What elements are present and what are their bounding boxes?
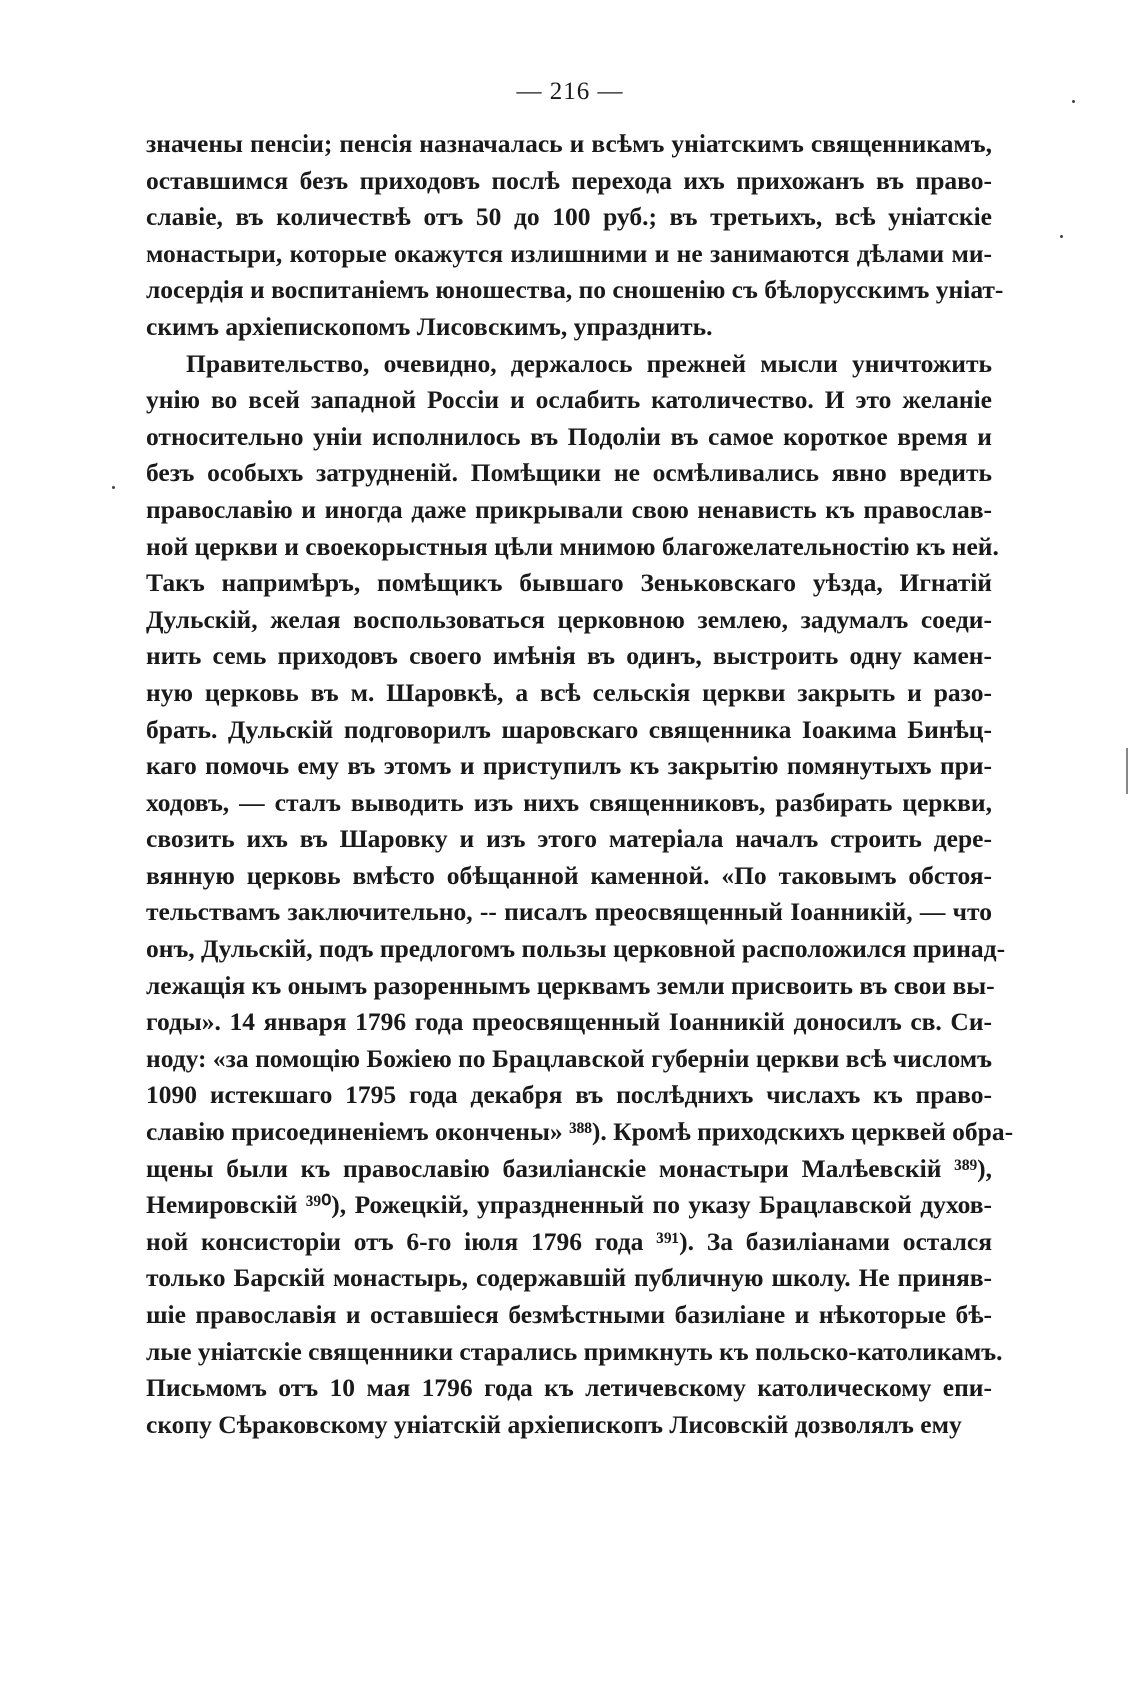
text-line: ную церковь въ м. Шаровкѣ, а всѣ сельскія церкви закрыть и разо- [146, 677, 992, 707]
text-line: ходовъ, — сталъ выводить изъ нихъ священниковъ, разбирать церкви, [146, 787, 992, 817]
text-line: ноду: «за помощію Божіею по Брацлавской губерніи церкви всѣ числомъ [146, 1043, 992, 1073]
text-line: щены были къ православію базиліанскіе монастыри Малѣевскій ³⁸⁹), [146, 1153, 992, 1183]
text-line: Дульскій, желая воспользоваться церковною землею, задумалъ соеди- [146, 604, 992, 634]
text-line: монастыри, которые окажутся излишними и не занимаются дѣлами ми- [146, 238, 992, 268]
text-line: славію присоединеніемъ окончены» ³⁸⁸). Кромѣ приходскихъ церквей обра- [146, 1117, 1014, 1147]
text-line: лосердія и воспитаніемъ юношества, по сношенію съ бѣлорусскимъ уніат- [146, 275, 1004, 305]
margin-speck [1072, 100, 1075, 103]
text-line: 1090 истекшаго 1795 года декабря въ послѣднихъ числахъ къ право- [146, 1080, 992, 1110]
text-line: ной церкви и своекорыстныя цѣли мнимою благожелательностію къ ней. [146, 531, 999, 561]
text-line: онъ, Дульскій, подъ предлогомъ пользы церковной расположился принад- [146, 934, 1006, 964]
text-line: относительно уніи исполнилось въ Подоліи въ самое короткое время и [146, 421, 992, 451]
margin-speck [1060, 235, 1063, 238]
text-line: тельствамъ заключительно, -- писалъ преосвященный Іоанникій, — что [146, 897, 992, 927]
text-line: ной консисторіи отъ 6-го іюля 1796 года ³⁹¹). За базиліанами остался [146, 1226, 992, 1256]
text-line: лые уніатскіе священники старались примкнуть къ польско-католикамъ. [146, 1336, 1003, 1366]
scan-edge-mark [1126, 748, 1128, 794]
text-line: только Барскій монастырь, содержавшій публичную школу. Не приняв- [146, 1263, 992, 1293]
text-line: нить семь приходовъ своего имѣнія въ одинъ, выстроить одну камен- [146, 641, 992, 671]
margin-speck [112, 486, 115, 489]
text-line: шіе православія и оставшіеся безмѣстными базиліане и нѣкоторые бѣ- [146, 1300, 992, 1329]
text-line: оставшимся безъ приходовъ послѣ перехода ихъ прихожанъ въ право- [146, 165, 992, 195]
text-line: вянную церковь вмѣсто обѣщанной каменной. «По таковымъ обстоя- [146, 860, 992, 890]
text-line: скимъ архіепископомъ Лисовскимъ, упразднить. [146, 311, 713, 341]
text-line: значены пенсіи; пенсія назначалась и всѣмъ уніатскимъ священникамъ, [146, 129, 992, 158]
text-line: Письмомъ отъ 10 мая 1796 года къ летичевскому католическому епи- [146, 1373, 992, 1403]
page-number: — 216 — [516, 78, 624, 105]
text-line: свозить ихъ въ Шаровку и изъ этого матеріала началъ строить дере- [146, 824, 992, 854]
text-line: славіе, въ количествѣ отъ 50 до 100 руб.; въ третьихъ, всѣ уніатскіе [146, 202, 992, 232]
text-line: брать. Дульскій подговорилъ шаровскаго священника Іоакима Бинѣц- [146, 714, 992, 744]
text-line: Такъ напримѣръ, помѣщикъ бывшаго Зеньковскаго уѣзда, Игнатій [146, 568, 992, 598]
paragraph [146, 346, 1014, 1444]
text-line: православію и иногда даже прикрывали свою ненависть къ православ- [146, 494, 992, 524]
text-line: годы». 14 января 1796 года преосвященный Іоанникій доносилъ св. Си- [146, 1007, 992, 1037]
paragraph [146, 126, 1004, 346]
body-text [146, 126, 1014, 1443]
text-line: унію во всей западной Россіи и ослабить католичество. И это желаніе [146, 385, 992, 415]
text-line: Немировскій ³⁹⁰), Рожецкій, упраздненный по указу Брацлавской духов- [146, 1190, 992, 1220]
text-line: Правительство, очевидно, держалось прежней мысли уничтожить [186, 348, 992, 378]
text-line: лежащія къ онымъ разореннымъ церквамъ земли присвоить въ свои вы- [146, 970, 995, 1000]
text-line: безъ особыхъ затрудненій. Помѣщики не осмѣливались явно вредить [146, 458, 992, 488]
text-line: каго помочь ему въ этомъ и приступилъ къ закрытію помянутыхъ при- [146, 751, 992, 781]
text-line: скопу Сѣраковскому уніатскій архіепископъ Лисовскій дозволялъ ему [146, 1409, 962, 1439]
